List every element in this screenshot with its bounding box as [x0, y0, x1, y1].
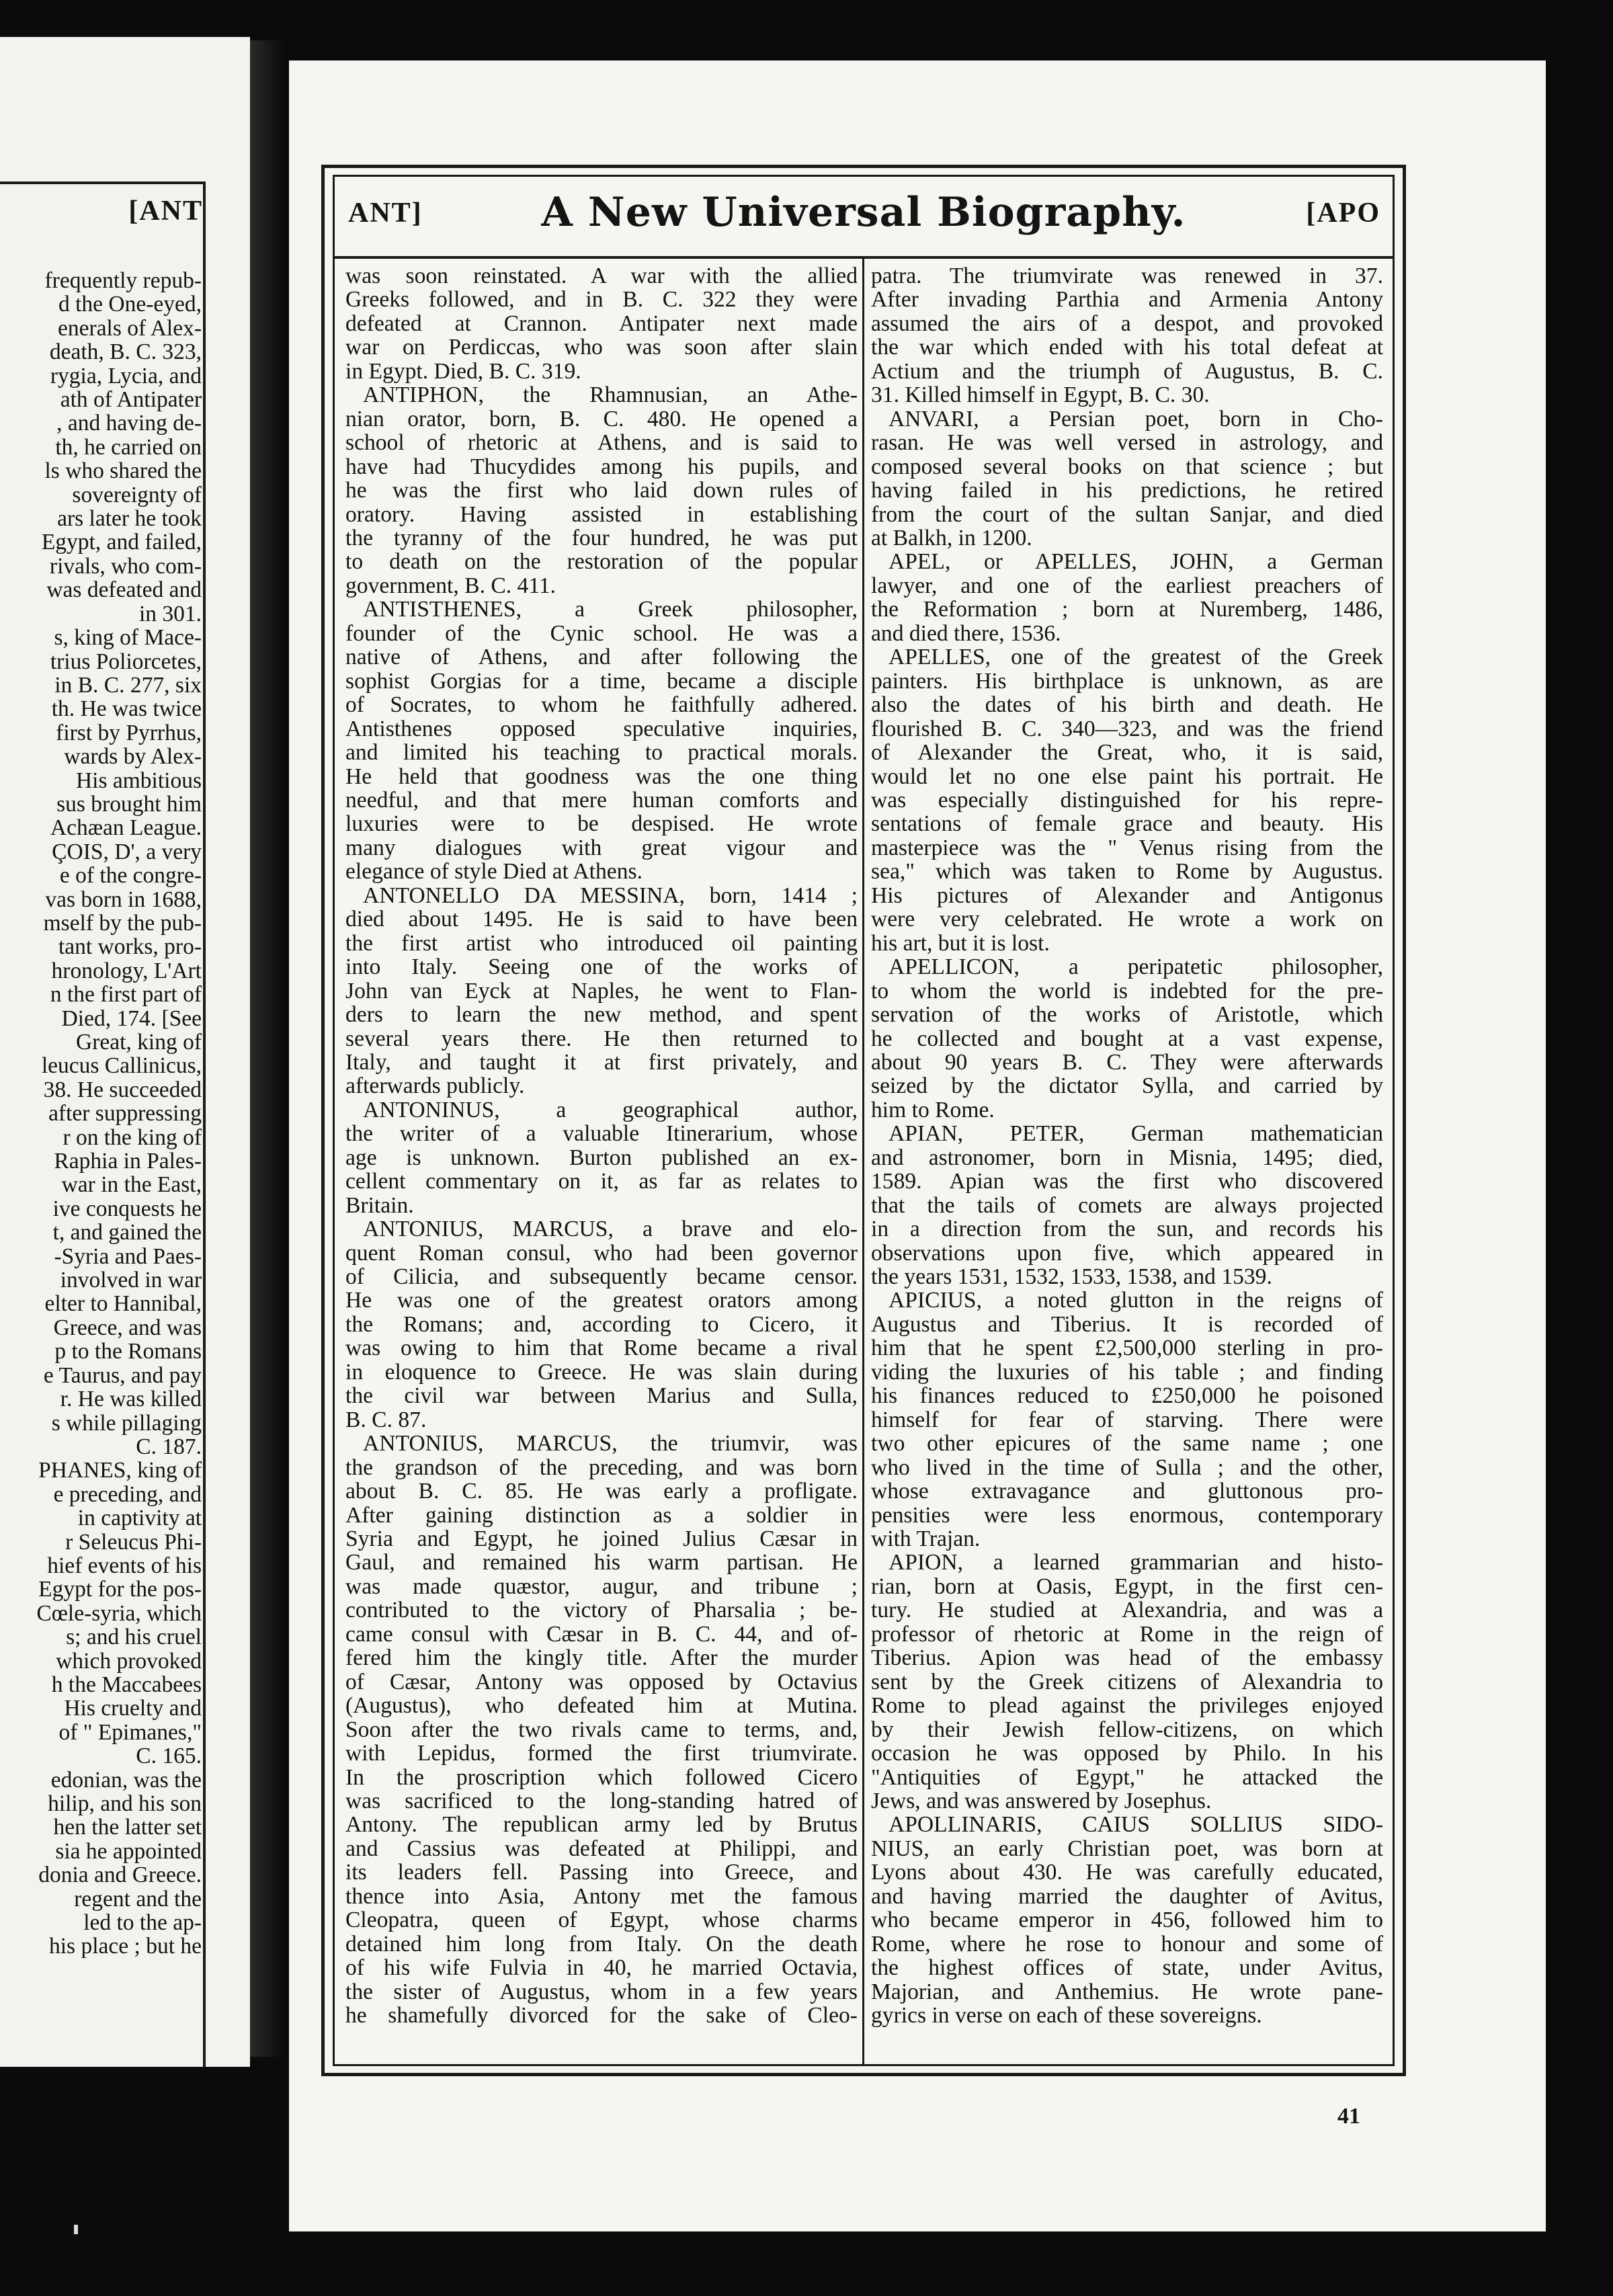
- previous-page-header: [ANT: [128, 196, 203, 227]
- previous-page-border: [203, 181, 206, 2067]
- text-line: Syria and Egypt, he joined Julius Cæsar in: [345, 1526, 858, 1552]
- running-header: [335, 177, 1393, 259]
- text-line: masterpiece was the " Venus rising from the: [871, 835, 1383, 860]
- previous-page-line: edonian, was the: [50, 1767, 202, 1793]
- entry-heading-line: APIAN, PETER, German mathematician: [888, 1121, 1383, 1147]
- column-divider: [862, 259, 864, 2064]
- text-line: He held that goodness was the one thing: [345, 764, 858, 789]
- current-page: [289, 60, 1546, 2231]
- text-line: him that he spent £2,500,000 sterling in pro-: [871, 1336, 1383, 1361]
- left-column: [345, 264, 858, 2059]
- text-line: Jews, and was answered by Josephus.: [871, 1789, 1212, 1813]
- text-line: needful, and that mere human comforts and: [345, 787, 858, 813]
- text-line: founder of the Cynic school. He was a: [345, 620, 858, 646]
- text-line: of his wife Fulvia in 40, he married Octavia,: [345, 1955, 858, 1981]
- text-line: also the dates of his birth and death. He: [871, 692, 1383, 718]
- text-line: have had Thucydides among his pupils, and: [345, 454, 858, 479]
- previous-page-line: in B. C. 277, six: [54, 672, 202, 698]
- header-left-guide-word: ANT]: [348, 198, 423, 229]
- entry-heading-line: APOLLINARIS, CAIUS SOLLIUS SIDO-: [888, 1812, 1383, 1838]
- text-line: and limited his teaching to practical morals.: [345, 740, 858, 766]
- entry-heading-line: ANTONIUS, MARCUS, a brave and elo-: [363, 1217, 858, 1242]
- previous-page-line: r Seleucus Phi-: [65, 1529, 202, 1555]
- text-line: came consul with Cæsar in B. C. 44, and of-: [345, 1621, 858, 1647]
- text-line: was soon reinstated. A war with the allied: [345, 264, 858, 288]
- previous-page-line: -Syria and Paes-: [54, 1243, 202, 1269]
- previous-page-line: sovereignty of: [72, 482, 202, 507]
- previous-page-line: Died, 174. [See: [61, 1006, 202, 1031]
- text-line: to whom the world is indebted for the pre-: [871, 978, 1383, 1003]
- entry-heading-line: ANTIPHON, the Rhamnusian, an Athe-: [363, 382, 858, 408]
- entry-heading-line: APELLICON, a peripatetic philosopher,: [888, 954, 1383, 980]
- text-line: tury. He studied at Alexandria, and was a: [871, 1598, 1383, 1623]
- text-line: His pictures of Alexander and Antigonus: [871, 883, 1383, 908]
- text-line: several years there. He then returned to: [345, 1026, 858, 1051]
- text-line: school of rhetoric at Athens, and is said to: [345, 430, 858, 456]
- previous-page-line: involved in war: [60, 1268, 202, 1293]
- text-line: Antisthenes opposed speculative inquiries,: [345, 716, 858, 741]
- text-line: that the tails of comets are always projected: [871, 1192, 1383, 1218]
- text-line: Italy, and taught it at first privately, and: [345, 1049, 858, 1075]
- right-column: [871, 264, 1383, 2059]
- text-line: Tiberius. Apion was head of the embassy: [871, 1645, 1383, 1671]
- text-line: and having married the daughter of Avitus,: [871, 1883, 1383, 1909]
- text-line: In the proscription which followed Cicero: [345, 1764, 858, 1790]
- previous-page-line: s; and his cruel: [66, 1625, 202, 1650]
- previous-page-line: in 301.: [138, 601, 202, 626]
- previous-page-line: e preceding, and: [53, 1481, 202, 1507]
- text-line: quent Roman consul, who had been governor: [345, 1240, 858, 1266]
- text-line: many dialogues with great vigour and: [345, 835, 858, 860]
- text-line: the writer of a valuable Itinerarium, whose: [345, 1121, 858, 1147]
- previous-page-line: his place ; but he: [49, 1934, 202, 1959]
- text-line: NIUS, an early Christian poet, was born at: [871, 1836, 1383, 1861]
- text-line: Britain.: [345, 1192, 414, 1218]
- text-line: the tyranny of the four hundred, he was put: [345, 525, 858, 550]
- previous-page-line: C. 187.: [136, 1434, 202, 1459]
- text-line: died about 1495. He is said to have been: [345, 907, 858, 932]
- text-line: who became emperor in 456, followed him to: [871, 1908, 1383, 1933]
- text-line: thence into Asia, Antony met the famous: [345, 1883, 858, 1909]
- text-line: 31. Killed himself in Egypt, B. C. 30.: [871, 382, 1210, 408]
- text-line: sophist Gorgias for a time, became a disciple: [345, 668, 858, 694]
- text-line: Soon after the two rivals came to terms, and,: [345, 1717, 858, 1742]
- text-line: Actium and the triumph of Augustus, B. C.: [871, 358, 1383, 384]
- text-line: luxuries were to be despised. He wrote: [345, 811, 858, 837]
- text-line: himself for fear of starving. There were: [871, 1407, 1383, 1432]
- text-line: of Cilicia, and subsequently became censor.: [345, 1264, 858, 1290]
- text-line: was owing to him that Rome became a rival: [345, 1336, 858, 1361]
- text-line: composed several books on that science ; but: [871, 454, 1383, 479]
- text-line: his art, but it is lost.: [871, 930, 1050, 956]
- text-line: Augustus and Tiberius. It is recorded of: [871, 1311, 1383, 1337]
- previous-page-line: rygia, Lycia, and: [50, 363, 202, 388]
- text-line: having failed in his predictions, he retired: [871, 478, 1383, 503]
- page-border: [321, 165, 1406, 2076]
- previous-page-line: sus brought him: [56, 791, 202, 817]
- text-line: the highest offices of state, under Avitus,: [871, 1955, 1383, 1981]
- text-line: from the court of the sultan Sanjar, and died: [871, 501, 1383, 527]
- text-line: professor of rhetoric at Rome in the reign of: [871, 1621, 1383, 1647]
- previous-page-line: Great, king of: [76, 1030, 202, 1055]
- previous-page-line: of " Epimanes,": [58, 1719, 202, 1745]
- entry-heading-line: ANTONIUS, MARCUS, the triumvir, was: [363, 1431, 858, 1457]
- text-line: in a direction from the sun, and records his: [871, 1217, 1383, 1242]
- text-line: whose extravagance and gluttonous pro-: [871, 1479, 1383, 1504]
- text-line: Antony. The republican army led by Brutus: [345, 1812, 858, 1838]
- text-line: of Alexander the Great, who, it is said,: [871, 740, 1383, 766]
- previous-page-line: d the One-eyed,: [58, 292, 202, 317]
- text-line: He was one of the greatest orators among: [345, 1288, 858, 1313]
- previous-page-line: Egypt for the pos-: [38, 1577, 202, 1602]
- previous-page-line: war in the East,: [61, 1172, 202, 1198]
- text-line: viding the luxuries of his table ; and finding: [871, 1359, 1383, 1385]
- previous-page-line: which provoked: [56, 1648, 202, 1674]
- previous-page-line: His ambitious: [75, 768, 202, 793]
- text-line: and Cassius was defeated at Philippi, and: [345, 1836, 858, 1861]
- text-line: oratory. Having assisted in establishing: [345, 501, 858, 527]
- text-line: at Balkh, in 1200.: [871, 525, 1032, 550]
- text-line: the first artist who introduced oil painting: [345, 930, 858, 956]
- text-line: the years 1531, 1532, 1533, 1538, and 1539.: [871, 1264, 1272, 1290]
- previous-page-line: ÇOIS, D', a very: [52, 839, 202, 864]
- text-line: its leaders fell. Passing into Greece, and: [345, 1860, 858, 1885]
- previous-page-line: r. He was killed: [60, 1387, 202, 1412]
- text-line: "Antiquities of Egypt," he attacked the: [871, 1764, 1383, 1790]
- entry-heading-line: APELLES, one of the greatest of the Greek: [888, 645, 1383, 670]
- text-line: his finances reduced to £250,000 he poisoned: [871, 1383, 1383, 1409]
- text-line: painters. His birthplace is unknown, as are: [871, 668, 1383, 694]
- text-line: Rome, where he rose to honour and some of: [871, 1931, 1383, 1957]
- text-line: Gaul, and remained his warm partisan. He: [345, 1550, 858, 1575]
- text-line: age is unknown. Burton published an ex-: [345, 1145, 858, 1170]
- text-line: sentations of female grace and beauty. His: [871, 811, 1383, 837]
- text-line: government, B. C. 411.: [345, 573, 556, 598]
- text-line: about 90 years B. C. They were afterwards: [871, 1049, 1383, 1075]
- book-title: A New Universal Biography.: [541, 189, 1186, 236]
- text-line: two other epicures of the same name ; one: [871, 1431, 1383, 1457]
- previous-page-line: n the first part of: [50, 982, 202, 1008]
- previous-page-line: sia he appointed: [55, 1838, 202, 1864]
- page-number: 41: [1337, 2104, 1360, 2129]
- text-line: Greeks followed, and in B. C. 322 they were: [345, 287, 858, 313]
- text-line: he collected and bought at a vast expense,: [871, 1026, 1383, 1051]
- previous-page-line: h the Maccabees: [51, 1672, 202, 1697]
- text-line: and astronomer, born in Misnia, 1495; died,: [871, 1145, 1383, 1170]
- text-line: the sister of Augustus, whom in a few years: [345, 1979, 858, 2004]
- previous-page-text: [0, 269, 202, 1959]
- previous-page: [0, 37, 250, 2067]
- text-line: of Cæsar, Antony was opposed by Octavius: [345, 1669, 858, 1694]
- text-line: assumed the airs of a despot, and provoked: [871, 311, 1383, 336]
- text-line: sea," which was taken to Rome by Augustus.: [871, 859, 1383, 885]
- previous-page-line: Raphia in Pales-: [54, 1149, 202, 1174]
- entry-heading-line: APICIUS, a noted glutton in the reigns of: [888, 1288, 1383, 1313]
- book-gutter: [250, 40, 284, 2057]
- previous-page-line: regent and the: [74, 1886, 202, 1912]
- text-line: would let no one else paint his portrait. He: [871, 764, 1383, 789]
- text-line: cellent commentary on it, as far as relates to: [345, 1169, 858, 1194]
- text-line: flourished B. C. 340—323, and was the friend: [871, 716, 1383, 741]
- text-line: he shamefully divorced for the sake of Cleo-: [345, 2003, 858, 2028]
- entry-heading-line: ANTONINUS, a geographical author,: [363, 1097, 858, 1122]
- text-line: fered him the kingly title. After the murder: [345, 1645, 858, 1671]
- previous-page-line: elter to Hannibal,: [44, 1291, 202, 1317]
- text-line: the war which ended with his total defeat at: [871, 335, 1383, 360]
- previous-page-line: first by Pyrrhus,: [56, 720, 202, 745]
- text-line: pensities were less enormous, contemporary: [871, 1502, 1383, 1528]
- previous-page-line: 38. He succeeded: [43, 1077, 202, 1102]
- previous-page-line: was defeated and: [46, 577, 202, 603]
- entry-heading-line: ANTONELLO DA MESSINA, born, 1414 ;: [363, 883, 858, 908]
- previous-page-line: trius Poliorcetes,: [50, 649, 202, 674]
- previous-page-line: s, king of Mace-: [54, 625, 202, 651]
- entry-heading-line: ANTISTHENES, a Greek philosopher,: [363, 597, 858, 622]
- text-line: occasion he was opposed by Philo. In his: [871, 1741, 1383, 1766]
- text-line: was especially distinguished for his repre-: [871, 787, 1383, 813]
- text-line: he was the first who laid down rules of: [345, 478, 858, 503]
- previous-page-line: s while pillaging: [51, 1410, 202, 1436]
- text-line: into Italy. Seeing one of the works of: [345, 954, 858, 980]
- text-line: After invading Parthia and Armenia Antony: [871, 287, 1383, 313]
- text-line: 1589. Apian was the first who discovered: [871, 1169, 1383, 1194]
- previous-page-line: ars later he took: [57, 506, 202, 532]
- previous-page-line: tant works, pro-: [58, 934, 202, 960]
- previous-page-line: hief events of his: [47, 1553, 202, 1578]
- text-line: native of Athens, and after following the: [345, 645, 858, 670]
- text-line: elegance of style Died at Athens.: [345, 859, 643, 885]
- text-line: nian orator, born, B. C. 480. He opened a: [345, 406, 858, 432]
- previous-page-line: hronology, L'Art: [51, 958, 202, 983]
- previous-page-line: after suppressing: [48, 1101, 202, 1126]
- text-line: Majorian, and Anthemius. He wrote pane-: [871, 1979, 1383, 2004]
- text-line: servation of the works of Aristotle, which: [871, 1002, 1383, 1028]
- text-line: Lyons about 430. He was carefully educated,: [871, 1860, 1383, 1885]
- previous-page-top-rule: [0, 181, 206, 184]
- entry-heading-line: ANVARI, a Persian poet, born in Cho-: [888, 406, 1383, 432]
- text-line: to death on the restoration of the popular: [345, 549, 858, 575]
- previous-page-line: C. 165.: [136, 1744, 202, 1769]
- text-line: the civil war between Marius and Sulla,: [345, 1383, 858, 1409]
- previous-page-line: Greece, and was: [53, 1315, 202, 1340]
- text-line: of Socrates, to whom he faithfully adhered.: [345, 692, 858, 718]
- header-right-guide-word: [APO: [1306, 198, 1380, 229]
- text-line: by their Jewish fellow-citizens, on which: [871, 1717, 1383, 1742]
- scan-artifact: [74, 2225, 78, 2234]
- text-line: the Reformation ; born at Nuremberg, 1486,: [871, 597, 1383, 622]
- text-line: with Lepidus, formed the first triumvirate.: [345, 1741, 858, 1766]
- text-line: sent by the Greek citizens of Alexandria to: [871, 1669, 1383, 1694]
- text-line: observations upon five, which appeared in: [871, 1240, 1383, 1266]
- previous-page-line: led to the ap-: [83, 1910, 202, 1936]
- entry-heading-line: APION, a learned grammarian and histo-: [888, 1550, 1383, 1575]
- previous-page-line: th, he carried on: [55, 434, 202, 460]
- previous-page-line: r on the king of: [63, 1124, 202, 1150]
- text-line: was sacrificed to the long-standing hatred of: [345, 1789, 858, 1813]
- text-line: (Augustus), who defeated him at Mutina.: [345, 1693, 858, 1719]
- previous-page-line: ive conquests he: [52, 1196, 202, 1221]
- previous-page-line: p to the Romans: [54, 1339, 202, 1364]
- previous-page-line: hilip, and his son: [48, 1791, 202, 1816]
- text-line: the Romans; and, according to Cicero, it: [345, 1311, 858, 1337]
- text-line: war on Perdiccas, who was soon after slain: [345, 335, 858, 360]
- text-line: about B. C. 85. He was early a profligate.: [345, 1479, 858, 1504]
- previous-page-line: rivals, who com-: [49, 553, 202, 579]
- text-line: seized by the dictator Sylla, and carried by: [871, 1073, 1383, 1099]
- text-line: him to Rome.: [871, 1097, 995, 1122]
- text-line: rasan. He was well versed in astrology, and: [871, 430, 1383, 456]
- previous-page-line: wards by Alex-: [64, 744, 202, 770]
- text-line: rian, born at Oasis, Egypt, in the first cen-: [871, 1573, 1383, 1599]
- text-line: afterwards publicly.: [345, 1073, 525, 1099]
- previous-page-line: hen the latter set: [53, 1815, 202, 1840]
- text-line: in eloquence to Greece. He was slain during: [345, 1359, 858, 1385]
- text-line: ders to learn the new method, and spent: [345, 1002, 858, 1028]
- previous-page-line: PHANES, king of: [38, 1458, 202, 1483]
- text-line: were very celebrated. He wrote a work on: [871, 907, 1383, 932]
- text-line: who lived in the time of Sulla ; and the other,: [871, 1454, 1383, 1480]
- text-line: John van Eyck at Naples, he went to Flan-: [345, 978, 858, 1003]
- text-line: After gaining distinction as a soldier in: [345, 1502, 858, 1528]
- previous-page-line: ath of Antipater: [60, 387, 202, 413]
- previous-page-line: , and having de-: [56, 411, 202, 436]
- text-line: was made quæstor, augur, and tribune ;: [345, 1573, 858, 1599]
- previous-page-line: donia and Greece.: [38, 1862, 202, 1888]
- text-line: Rome to plead against the privileges enjoyed: [871, 1693, 1383, 1719]
- text-line: contributed to the victory of Pharsalia ; be-: [345, 1598, 858, 1623]
- text-line: the grandson of the preceding, and was born: [345, 1454, 858, 1480]
- text-line: with Trajan.: [871, 1526, 981, 1552]
- previous-page-line: Cœle-syria, which: [36, 1600, 202, 1626]
- previous-page-line: t, and gained the: [52, 1220, 202, 1245]
- text-line: detained him long from Italy. On the death: [345, 1931, 858, 1957]
- previous-page-line: His cruelty and: [64, 1696, 202, 1721]
- previous-page-line: in captivity at: [77, 1506, 202, 1531]
- text-line: gyrics in verse on each of these sovereigns.: [871, 2003, 1262, 2028]
- text-line: B. C. 87.: [345, 1407, 427, 1432]
- previous-page-line: enerals of Alex-: [58, 315, 202, 341]
- previous-page-line: th. He was twice: [51, 696, 202, 722]
- previous-page-line: mself by the pub-: [43, 910, 202, 936]
- previous-page-line: death, B. C. 323,: [49, 339, 202, 365]
- text-line: and died there, 1536.: [871, 620, 1061, 646]
- text-line: defeated at Crannon. Antipater next made: [345, 311, 858, 336]
- previous-page-line: vas born in 1688,: [45, 887, 202, 912]
- text-line: patra. The triumvirate was renewed in 37.: [871, 264, 1383, 288]
- previous-page-line: Achæan League.: [50, 815, 202, 841]
- entry-heading-line: APEL, or APELLES, JOHN, a German: [888, 549, 1383, 575]
- page-inner-border: [333, 175, 1395, 2066]
- previous-page-line: Egypt, and failed,: [41, 530, 202, 555]
- previous-page-line: frequently repub-: [44, 269, 202, 293]
- previous-page-line: e Taurus, and pay: [43, 1362, 202, 1388]
- text-line: in Egypt. Died, B. C. 319.: [345, 358, 581, 384]
- previous-page-line: ls who shared the: [44, 458, 202, 484]
- previous-page-line: leucus Callinicus,: [41, 1053, 202, 1079]
- text-line: Cleopatra, queen of Egypt, whose charms: [345, 1908, 858, 1933]
- text-line: lawyer, and one of the earliest preachers of: [871, 573, 1383, 598]
- previous-page-line: e of the congre-: [59, 863, 202, 889]
